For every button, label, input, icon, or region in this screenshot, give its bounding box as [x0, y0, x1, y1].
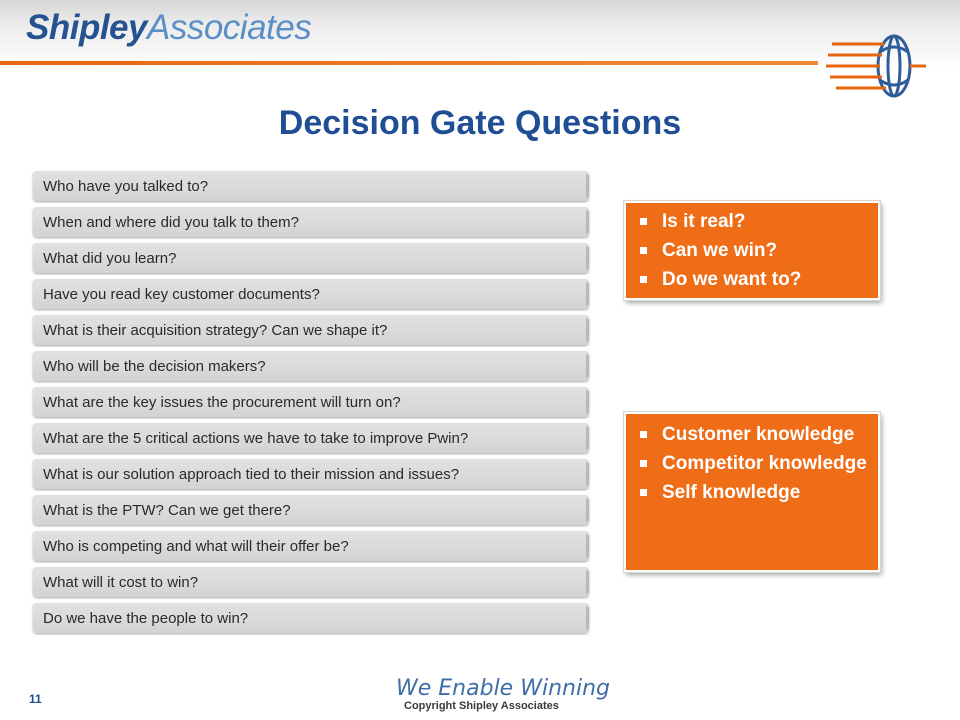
- question-row: [33, 423, 589, 453]
- question-row: [33, 531, 589, 561]
- bullet-item: Customer knowledge: [626, 420, 878, 449]
- question-row: [33, 567, 589, 597]
- knowledge-list: [626, 414, 878, 507]
- question-text: What will it cost to win?: [43, 574, 199, 591]
- question-text: What are the 5 critical actions we have to take to improve Pwin?: [43, 430, 469, 447]
- question-row: [33, 315, 589, 345]
- question-row: [33, 171, 589, 201]
- question-text: When and where did you talk to them?: [43, 214, 299, 231]
- question-row: [33, 459, 589, 489]
- slide-number: 11: [29, 692, 42, 706]
- globe-icon: [826, 22, 930, 102]
- bullet-item: Competitor knowledge: [626, 449, 878, 478]
- question-text: Have you read key customer documents?: [43, 286, 320, 303]
- bullet-item: Is it real?: [626, 207, 878, 236]
- question-text: What is the PTW? Can we get there?: [43, 502, 291, 519]
- question-text: Do we have the people to win?: [43, 610, 249, 627]
- question-row: [33, 207, 589, 237]
- logo-part-associates: Associates: [146, 8, 312, 47]
- logo-part-shipley: Shipley: [26, 8, 147, 47]
- page-title: Decision Gate Questions: [278, 104, 682, 142]
- footer-tagline: We Enable Winning: [396, 676, 610, 701]
- question-text: Who will be the decision makers?: [43, 358, 266, 375]
- question-text: What is our solution approach tied to their mission and issues?: [43, 466, 460, 483]
- question-text: What did you learn?: [43, 250, 177, 267]
- gate-criteria-box: [624, 201, 880, 300]
- header-divider: [0, 61, 818, 65]
- bullet-item: Do we want to?: [626, 265, 878, 294]
- question-row: [33, 243, 589, 273]
- question-row: [33, 279, 589, 309]
- question-text: Who have you talked to?: [43, 178, 209, 195]
- question-list: [33, 171, 589, 639]
- bullet-item: Can we win?: [626, 236, 878, 265]
- company-logo: [26, 10, 311, 45]
- question-text: Who is competing and what will their offer be?: [43, 538, 349, 555]
- gate-criteria-list: [626, 203, 878, 294]
- question-row: [33, 387, 589, 417]
- footer-copyright: Copyright Shipley Associates: [404, 700, 559, 712]
- question-row: [33, 495, 589, 525]
- question-row: [33, 351, 589, 381]
- question-text: What is their acquisition strategy? Can we shape it?: [43, 322, 388, 339]
- question-row: [33, 603, 589, 633]
- knowledge-box: [624, 412, 880, 572]
- bullet-item: Self knowledge: [626, 478, 878, 507]
- question-text: What are the key issues the procurement will turn on?: [43, 394, 401, 411]
